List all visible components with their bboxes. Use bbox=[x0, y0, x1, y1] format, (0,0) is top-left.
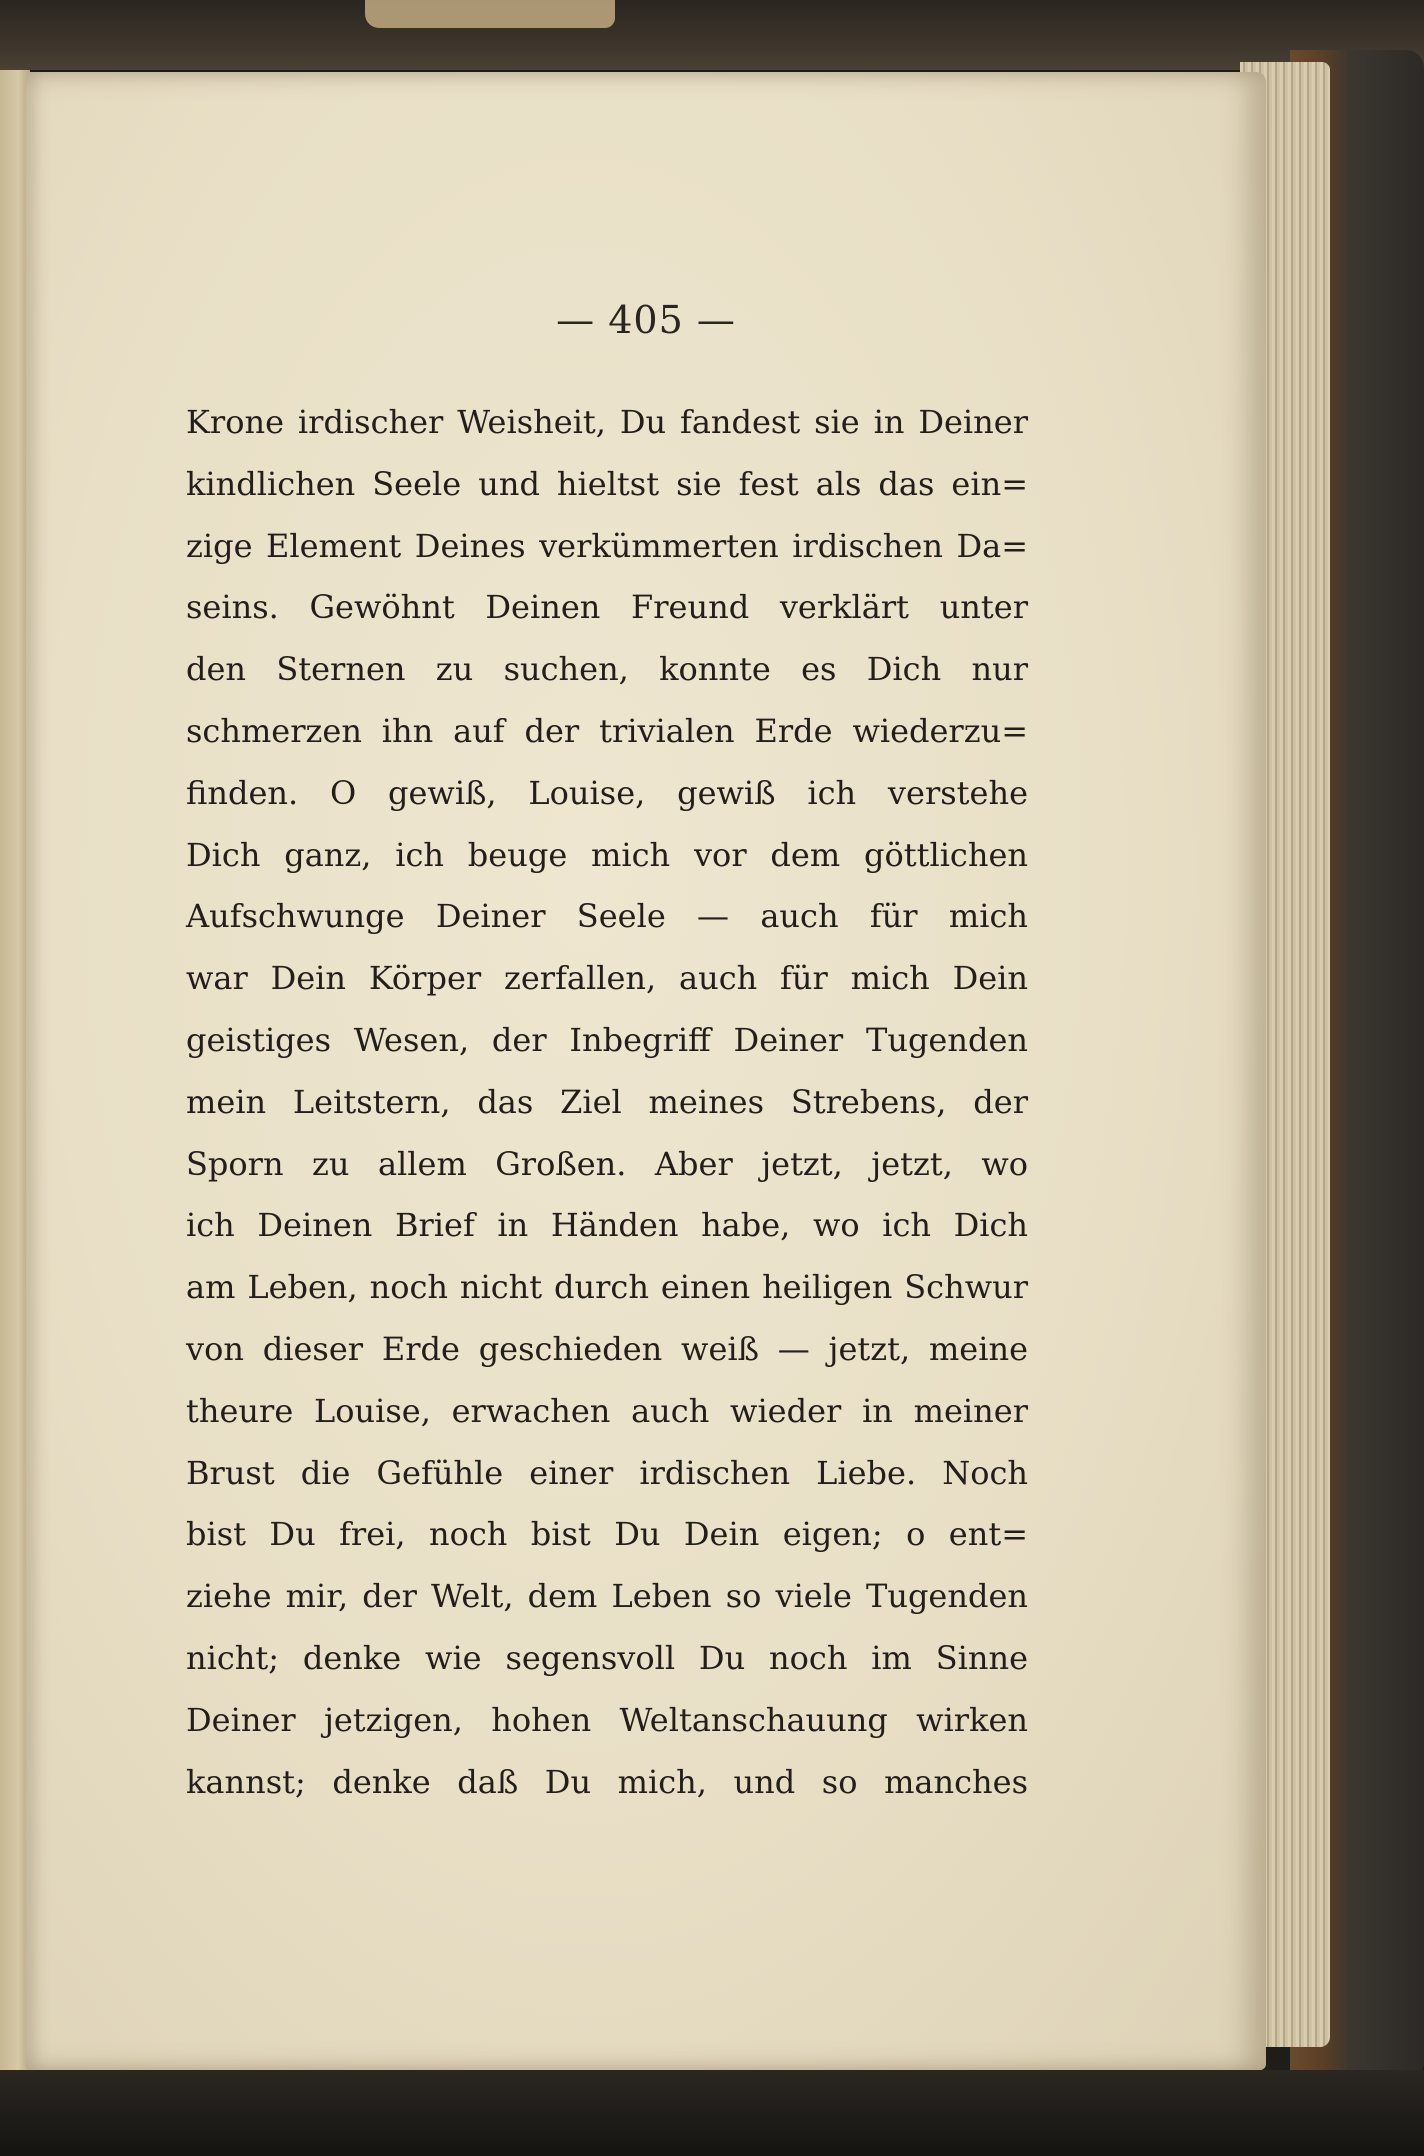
text-line-13: Sporn zu allem Großen. Aber jetzt, jetzt, wo bbox=[186, 1144, 1028, 1183]
text-line-3: zige Element Deines verkümmerten irdischen Da= bbox=[186, 526, 1028, 565]
text-line-23: kannst; denke daß Du mich, und so manches bbox=[186, 1762, 1028, 1801]
text-line-9: Aufschwunge Deiner Seele — auch für mich bbox=[186, 897, 1028, 936]
text-line-8: Dich ganz, ich beuge mich vor dem göttlichen bbox=[186, 835, 1028, 874]
text-line-11: geistiges Wesen, der Inbegriff Deiner Tugenden bbox=[186, 1020, 1028, 1059]
text-line-21: nicht; denke wie segensvoll Du noch im Sinne bbox=[186, 1638, 1028, 1677]
text-line-12: mein Leitstern, das Ziel meines Strebens, der bbox=[186, 1082, 1028, 1121]
text-line-17: theure Louise, erwachen auch wieder in meiner bbox=[186, 1391, 1028, 1430]
text-line-16: von dieser Erde geschieden weiß — jetzt, meine bbox=[186, 1329, 1028, 1368]
text-line-22: Deiner jetzigen, hohen Weltanschauung wirken bbox=[186, 1700, 1028, 1739]
text-line-14: ich Deinen Brief in Händen habe, wo ich Dich bbox=[186, 1206, 1028, 1245]
text-line-6: schmerzen ihn auf der trivialen Erde wiederzu= bbox=[186, 711, 1028, 750]
bottom-shadow bbox=[0, 2070, 1424, 2156]
body-text bbox=[186, 392, 1028, 1813]
text-line-7: finden. O gewiß, Louise, gewiß ich verstehe bbox=[186, 773, 1028, 812]
text-line-20: ziehe mir, der Welt, dem Leben so viele Tugenden bbox=[186, 1577, 1028, 1616]
text-line-2: kindlichen Seele und hieltst sie fest als das ein= bbox=[186, 464, 1028, 503]
text-line-10: war Dein Körper zerfallen, auch für mich Dein bbox=[186, 959, 1028, 998]
text-line-5: den Sternen zu suchen, konnte es Dich nur bbox=[186, 650, 1028, 689]
binding-tape bbox=[365, 0, 615, 28]
text-line-4: seins. Gewöhnt Deinen Freund verklärt unter bbox=[186, 588, 1028, 627]
page-number: — 405 — bbox=[556, 298, 736, 342]
text-line-15: am Leben, noch nicht durch einen heiligen Schwur bbox=[186, 1268, 1028, 1307]
book-cover-top bbox=[0, 0, 1424, 70]
text-line-1: Krone irdischer Weisheit, Du fandest sie in Deiner bbox=[186, 403, 1028, 441]
text-line-19: bist Du frei, noch bist Du Dein eigen; o ent= bbox=[186, 1515, 1028, 1554]
text-line-18: Brust die Gefühle einer irdischen Liebe. Noch bbox=[186, 1453, 1028, 1492]
